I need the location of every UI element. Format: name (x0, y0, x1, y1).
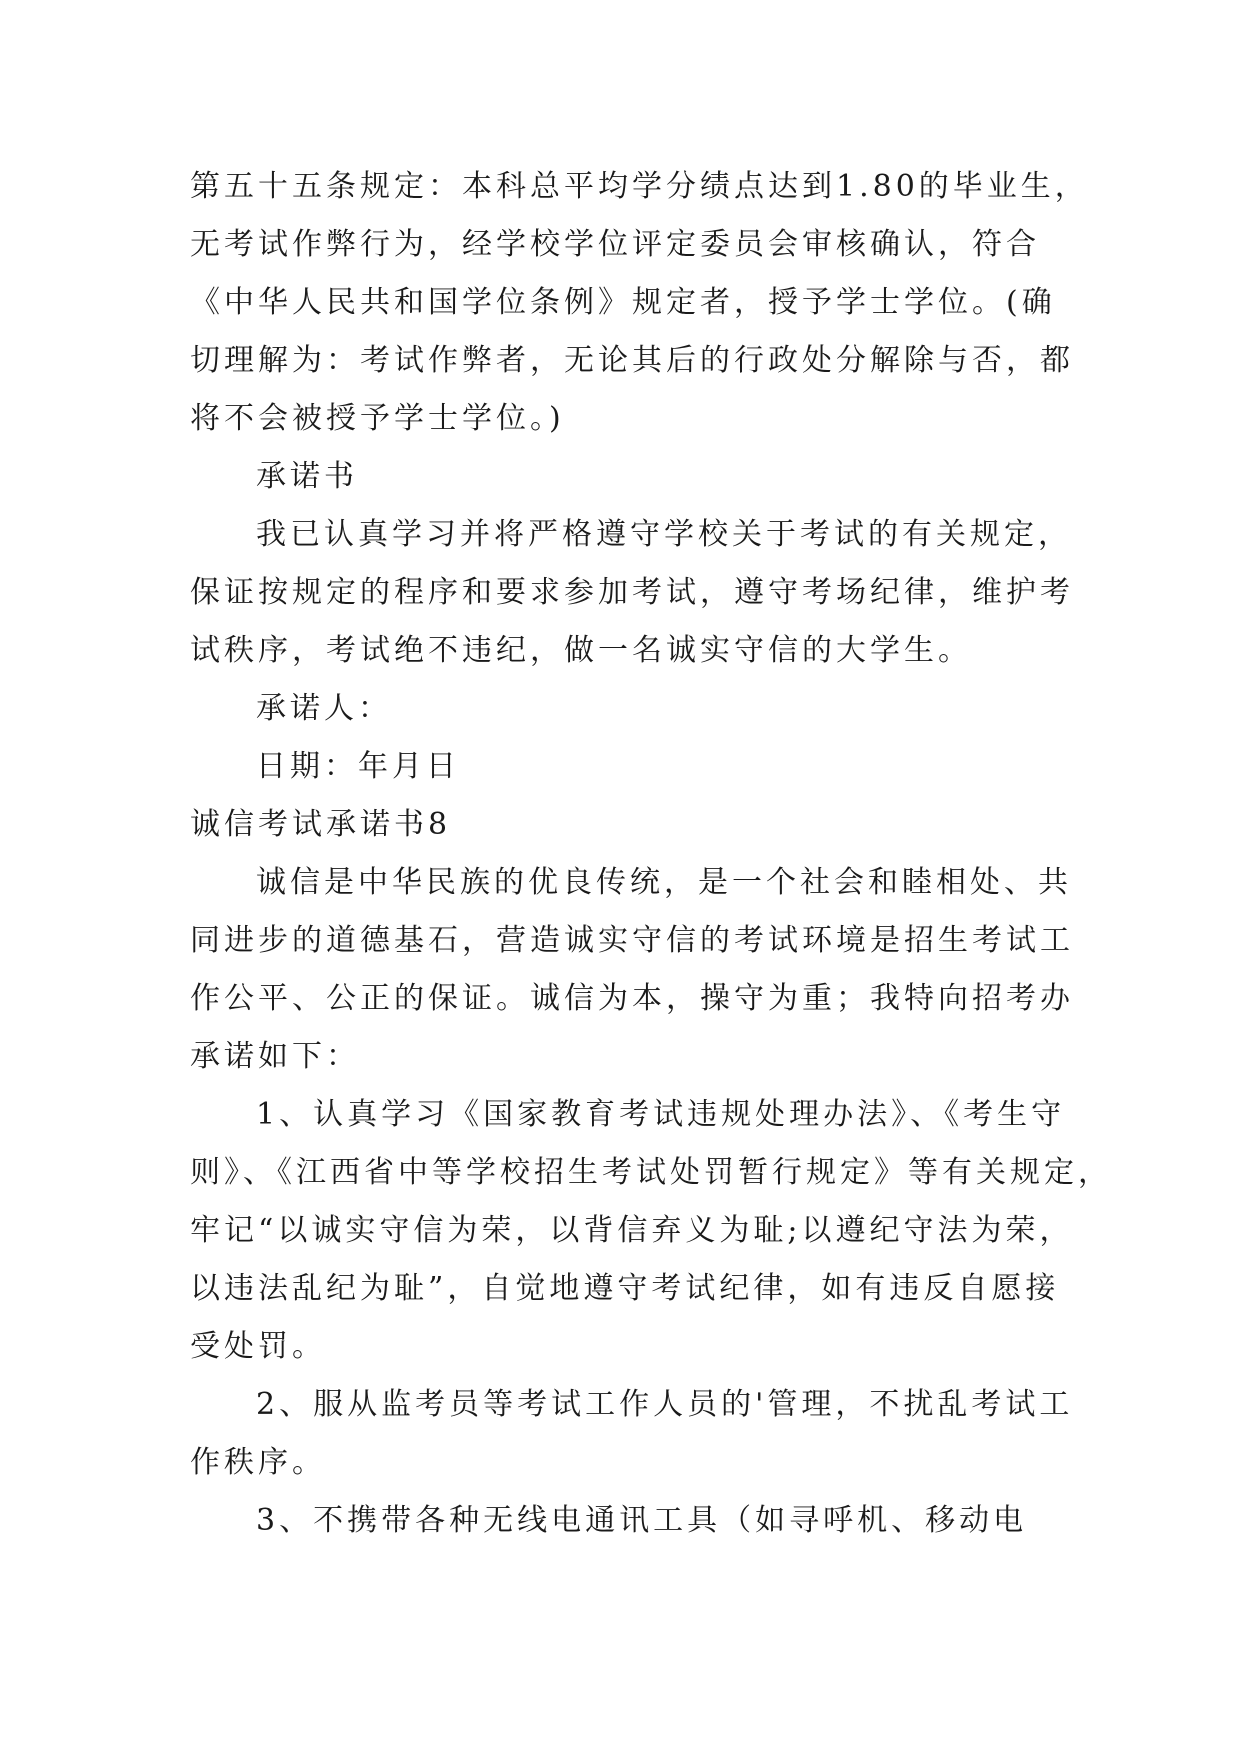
text-line: 诚信考试承诺书8 (190, 807, 452, 842)
document-body (190, 158, 1112, 1550)
text-line: 诚信是中华民族的优良传统，是一个社会和睦相处、共 (256, 865, 1072, 900)
text-line: 第五十五条规定：本科总平均学分绩点达到1.80的毕业生， (190, 169, 1089, 204)
text-line: 同进步的道德基石，营造诚实守信的考试环境是招生考试工 (190, 923, 1074, 958)
text-line: 切理解为：考试作弊者，无论其后的行政处分解除与否，都 (190, 343, 1074, 378)
text-line: 无考试作弊行为，经学校学位评定委员会审核确认，符合 (190, 227, 1040, 262)
text-line: 承诺书 (256, 459, 358, 494)
text-line: 则》、《江西省中等学校招生考试处罚暂行规定》等有关规定， (190, 1155, 1112, 1190)
text-line: 以违法乱纪为耻”，自觉地遵守考试纪律，如有违反自愿接 (190, 1271, 1060, 1306)
text-line: 1、认真学习《国家教育考试违规处理办法》、《考生守 (256, 1097, 1066, 1132)
text-line: 承诺如下： (190, 1039, 360, 1074)
text-line: 日期：年月日 (256, 749, 460, 784)
text-line: 将不会被授予学士学位。) (190, 401, 565, 436)
text-line: 保证按规定的程序和要求参加考试，遵守考场纪律，维护考 (190, 575, 1074, 610)
text-line: 我已认真学习并将严格遵守学校关于考试的有关规定， (256, 517, 1072, 552)
text-line: 作秩序。 (190, 1445, 326, 1480)
text-line: 牢记“以诚实守信为荣，以背信弃义为耻;以遵纪守法为荣， (190, 1213, 1074, 1248)
text-line: 3、不携带各种无线电通讯工具（如寻呼机、移动电 (256, 1503, 1028, 1538)
text-line: 作公平、公正的保证。诚信为本，操守为重；我特向招考办 (190, 981, 1074, 1016)
text-line: 承诺人： (256, 691, 392, 726)
text-line: 2、服从监考员等考试工作人员的'管理，不扰乱考试工 (256, 1387, 1074, 1422)
text-line: 《中华人民共和国学位条例》规定者，授予学士学位。(确 (190, 285, 1056, 320)
text-line: 受处罚。 (190, 1329, 326, 1364)
text-line: 试秩序，考试绝不违纪，做一名诚实守信的大学生。 (190, 633, 972, 668)
